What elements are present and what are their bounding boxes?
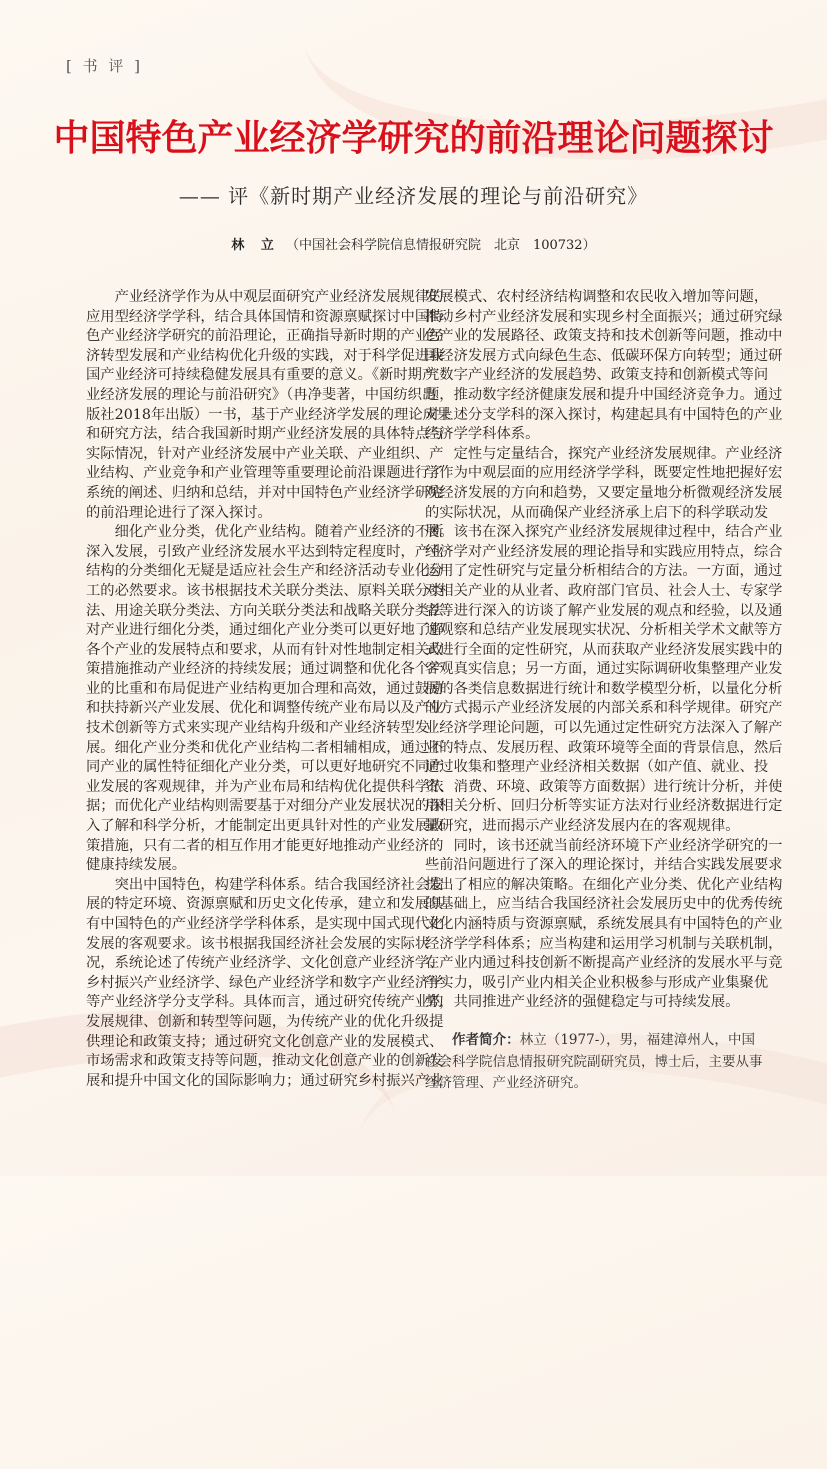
text-line: 展。该书在深入探究产业经济发展规律过程中，结合产业 bbox=[425, 524, 783, 541]
text-line: 推动乡村产业经济发展和实现乡村全面振兴；通过研究绿 bbox=[425, 308, 783, 325]
text-line: 运用了定性研究与定量分析相结合的方法。一方面，通过 bbox=[425, 563, 783, 580]
text-line: 和研究方法，结合我国新时期产业经济发展的具体特点与 bbox=[86, 426, 444, 443]
text-line: 过观察和总结产业发展现实状况、分析相关学术文献等方 bbox=[425, 622, 783, 639]
text-line: 发展规律、创新和转型等问题，为传统产业的优化升级提 bbox=[86, 1013, 444, 1030]
text-line: 究数字产业经济的发展趋势、政策支持和创新模式等问 bbox=[425, 367, 769, 384]
text-line: 文化内涵特质与资源禀赋，系统发展具有中国特色的产业 bbox=[425, 916, 783, 932]
paragraph bbox=[425, 288, 783, 445]
text-line: 观经济发展的方向和趋势，又要定量地分析微观经济发展 bbox=[425, 484, 783, 501]
paragraph bbox=[86, 523, 444, 876]
text-line: 对上述分支学科的深入探讨，构建起具有中国特色的产业 bbox=[425, 406, 783, 423]
text-line: 国产业经济可持续稳健发展具有重要的意义。《新时期产 bbox=[86, 367, 437, 384]
text-line: 发展模式、农村经济结构调整和农民收入增加等问题， bbox=[425, 289, 769, 305]
paragraph bbox=[86, 876, 444, 1092]
text-line: 的实际状况，从而确保产业经济承上启下的科学联动发 bbox=[425, 504, 769, 521]
text-line: 的基础上，应当结合我国经济社会发展历史中的优秀传统 bbox=[425, 896, 783, 913]
paragraph bbox=[425, 837, 783, 1013]
text-line: 经济学对产业经济发展的理论指导和实践应用特点，综合 bbox=[425, 543, 783, 560]
body-column-left bbox=[86, 288, 452, 1091]
bio-text: 林立（1977-），男，福建漳州人，中国 bbox=[519, 1032, 756, 1048]
text-line: 同时，该书还就当前经济环境下产业经济学研究的一 bbox=[453, 837, 783, 854]
text-line: 学作为中观层面的应用经济学学科，既要定性地把握好宏 bbox=[425, 465, 783, 482]
bio-text: 社会科学院信息情报研究院副研究员，博士后，主要从事 bbox=[425, 1053, 763, 1070]
text-line: 色产业经济学研究的前沿理论，正确指导新时期的产业经 bbox=[86, 328, 444, 345]
text-line: 深入发展，引致产业经济发展水平达到特定程度时，产业 bbox=[86, 543, 444, 560]
text-line: 些前沿问题进行了深入的理论探讨，并结合实践发展要求 bbox=[425, 857, 783, 874]
bio-text: 经济管理、产业经济研究。 bbox=[425, 1075, 587, 1091]
article-subtitle: —— 评《新时期产业经济发展的理论与前沿研究》 bbox=[178, 184, 649, 208]
text-line: 据；而优化产业结构则需要基于对细分产业发展状况的深 bbox=[86, 798, 444, 815]
text-line: 实际情况，针对产业经济发展中产业关联、产业组织、产 bbox=[86, 445, 444, 462]
bio-label: 作者简介： bbox=[452, 1032, 520, 1048]
text-line: 细化产业分类，优化产业结构。随着产业经济的不断 bbox=[114, 524, 444, 541]
text-line: 健康持续发展。 bbox=[86, 857, 187, 874]
text-line: 工的必然要求。该书根据技术关联分类法、原料关联分类 bbox=[86, 582, 444, 599]
text-line: 客观真实信息；另一方面，通过实际调研收集整理产业发 bbox=[425, 661, 783, 678]
text-line: 者等进行深入的访谈了解产业发展的观点和经验，以及通 bbox=[425, 602, 783, 619]
text-line: 业发展的客观规律，并为产业布局和结构优化提供科学依 bbox=[86, 778, 444, 795]
author-affiliation: （中国社会科学院信息情报研究院 北京 100732） bbox=[285, 238, 596, 253]
text-line: 量研究，进而揭示产业经济发展内在的客观规律。 bbox=[425, 818, 740, 835]
text-line: 入了解和科学分析，才能制定出更具针对性的产业发展政 bbox=[86, 818, 444, 835]
text-line: 资、消费、环境、政策等方面数据）进行统计分析，并使 bbox=[425, 778, 783, 795]
text-line: 式进行全面的定性研究，从而获取产业经济发展实践中的 bbox=[425, 641, 783, 658]
text-line: 技术创新等方式来实现产业结构升级和产业经济转型发 bbox=[86, 720, 430, 737]
text-line: 提出了相应的解决策略。在细化产业分类、优化产业结构 bbox=[425, 876, 783, 893]
author-name: 林 立 bbox=[231, 238, 280, 253]
bio-line bbox=[425, 1030, 755, 1052]
text-line: 国经济发展方式向绿色生态、低碳环保方向转型；通过研 bbox=[425, 347, 783, 364]
text-line: 经济学学科体系。 bbox=[425, 426, 540, 443]
text-line: 业结构、产业竞争和产业管理等重要理论前沿课题进行了 bbox=[86, 465, 444, 482]
text-line: 在产业内通过科技创新不断提高产业经济的发展水平与竞 bbox=[425, 955, 783, 972]
text-line: 结构的分类细化无疑是适应社会生产和经济活动专业化分 bbox=[86, 563, 444, 580]
text-line: 发展的客观要求。该书根据我国经济社会发展的实际状 bbox=[86, 935, 430, 952]
text-line: 业经济发展的理论与前沿研究》（冉净斐著，中国纺织出 bbox=[86, 386, 437, 403]
text-line: 突出中国特色，构建学科体系。结合我国经济社会发 bbox=[114, 876, 444, 893]
text-line: 济转型发展和产业结构优化升级的实践，对于科学促进我 bbox=[86, 347, 444, 364]
paragraph bbox=[425, 445, 783, 837]
text-line: 应用型经济学学科，结合具体国情和资源禀赋探讨中国特 bbox=[86, 308, 444, 325]
bio-line bbox=[425, 1073, 755, 1095]
text-line: 的前沿理论进行了深入探讨。 bbox=[86, 504, 272, 521]
text-line: 供理论和政策支持；通过研究文化创意产业的发展模式、 bbox=[86, 1033, 444, 1050]
text-line: 产业经济学作为从中观层面研究产业经济发展规律的 bbox=[114, 289, 444, 305]
text-line: 展的特定环境、资源禀赋和历史文化传承，建立和发展具 bbox=[86, 896, 444, 913]
text-line: 有中国特色的产业经济学学科体系，是实现中国式现代化 bbox=[86, 916, 444, 932]
text-line: 对相关产业的从业者、政府部门官员、社会人士、专家学 bbox=[425, 582, 783, 599]
text-line: 通过收集和整理产业经济相关数据（如产值、就业、投 bbox=[425, 759, 769, 776]
author-bio bbox=[425, 1030, 763, 1095]
text-line: 版社2018年出版）一书，基于产业经济学发展的理论成果 bbox=[86, 406, 452, 423]
text-line: 业的比重和布局促进产业结构更加合理和高效，通过鼓励 bbox=[86, 680, 444, 697]
text-line: 展的各类信息数据进行统计和数学模型分析，以量化分析 bbox=[425, 680, 783, 697]
text-line: 用相关分析、回归分析等实证方法对行业经济数据进行定 bbox=[425, 798, 783, 815]
text-line: 业经济学理论问题，可以先通过定性研究方法深入了解产 bbox=[425, 720, 783, 737]
text-line: 和扶持新兴产业发展、优化和调整传统产业布局以及产业 bbox=[86, 700, 444, 717]
paragraph bbox=[86, 288, 452, 523]
text-line: 市场需求和政策支持等问题，推动文化创意产业的创新发 bbox=[86, 1053, 444, 1070]
text-line: 展。细化产业分类和优化产业结构二者相辅相成，通过不 bbox=[86, 739, 444, 756]
text-line: 业的特点、发展历程、政策环境等全面的背景信息，然后 bbox=[425, 739, 783, 756]
text-line: 策措施推动产业经济的持续发展；通过调整和优化各个产 bbox=[86, 661, 444, 678]
text-line: 经济学学科体系；应当构建和运用学习机制与关联机制， bbox=[425, 935, 783, 952]
body-column-right bbox=[425, 288, 783, 1013]
text-line: 争实力，吸引产业内相关企业积极参与形成产业集聚优 bbox=[425, 974, 769, 991]
text-line: 的方式揭示产业经济发展的内部关系和科学规律。研究产 bbox=[425, 700, 783, 717]
text-line: 法、用途关联分类法、方向关联分类法和战略关联分类法 bbox=[86, 602, 444, 619]
bio-line bbox=[425, 1052, 763, 1074]
text-line: 展和提升中国文化的国际影响力；通过研究乡村振兴产业 bbox=[86, 1072, 444, 1089]
text-line: 各个产业的发展特点和要求，从而有针对性地制定相关政 bbox=[86, 641, 444, 658]
text-line: 题，推动数字经济健康发展和提升中国经济竞争力。通过 bbox=[425, 386, 783, 403]
text-line: 等产业经济学分支学科。具体而言，通过研究传统产业的 bbox=[86, 994, 444, 1011]
text-line: 对产业进行细化分类，通过细化产业分类可以更好地了解 bbox=[86, 622, 444, 639]
text-line: 定性与定量结合，探究产业经济发展规律。产业经济 bbox=[453, 445, 783, 462]
text-line: 势，共同推进产业经济的强健稳定与可持续发展。 bbox=[425, 994, 740, 1011]
text-line: 系统的阐述、归纳和总结，并对中国特色产业经济学研究 bbox=[86, 484, 444, 501]
text-line: 策措施，只有二者的相互作用才能更好地推动产业经济的 bbox=[86, 837, 444, 854]
text-line: 同产业的属性特征细化产业分类，可以更好地研究不同产 bbox=[86, 759, 444, 776]
section-tag: [ 书 评 ] bbox=[66, 57, 144, 75]
text-line: 色产业的发展路径、政策支持和技术创新等问题，推动中 bbox=[425, 328, 783, 345]
article-title: 中国特色产业经济学研究的前沿理论问题探讨 bbox=[53, 118, 774, 159]
text-line: 况，系统论述了传统产业经济学、文化创意产业经济学、 bbox=[86, 955, 444, 972]
text-line: 乡村振兴产业经济学、绿色产业经济学和数字产业经济学 bbox=[86, 974, 444, 991]
byline bbox=[0, 234, 827, 253]
